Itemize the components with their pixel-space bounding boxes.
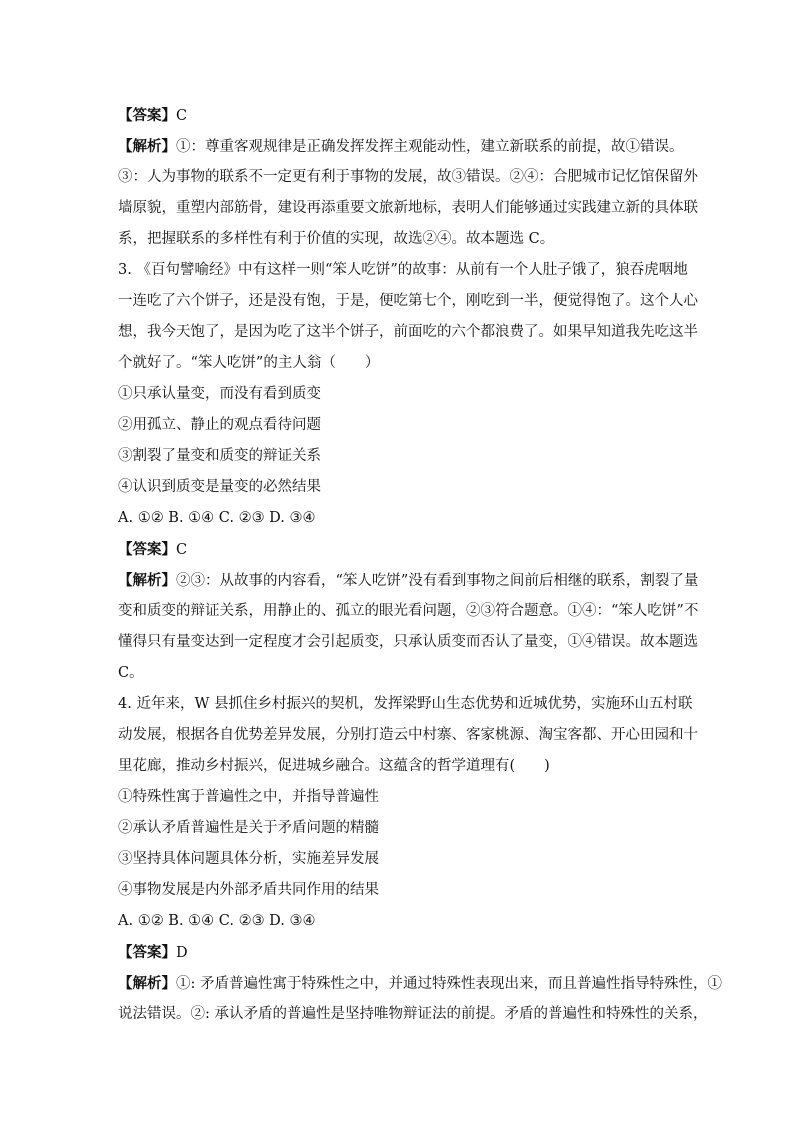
answer-line: [118, 100, 680, 131]
question-stem-line: 一连吃了六个饼子，还是没有饱，于是，便吃第七个，刚吃到一半，便觉得饱了。这个人心: [118, 293, 698, 309]
question-stem-line: 里花廊，推动乡村振兴，促进城乡融合。这蕴含的哲学道理有( ): [118, 758, 550, 774]
analysis-line: C。: [118, 665, 144, 681]
question-choices: A. ①② B. ①④ C. ②③ D. ③④: [118, 913, 316, 929]
analysis-line: [118, 131, 684, 162]
question-option: ①只承认量变，而没有看到质变: [118, 386, 321, 402]
analysis-line: [118, 565, 699, 596]
analysis-line: 墙原貌，重塑内部筋骨，建设再添重要文旅新地标，表明人们能够通过实践建立新的具体联: [118, 200, 698, 216]
analysis-text: ②③：从故事的内容看，“笨人吃饼”没有看到事物之间前后相继的联系，割裂了量: [176, 573, 699, 589]
answer-line: [118, 937, 680, 968]
analysis-line: 变和质变的辩证关系，用静止的、孤立的眼光看问题，②③符合题意。①④：“笨人吃饼”不: [118, 603, 699, 619]
question-choices: A. ①② B. ①④ C. ②③ D. ③④: [118, 510, 316, 526]
analysis-line: 说法错误。②: 承认矛盾的普遍性是坚持唯物辩证法的前提。矛盾的普遍性和特殊性的关系，: [118, 1006, 708, 1022]
question-option: ②承认矛盾普遍性是关于矛盾问题的精髓: [118, 820, 379, 836]
question-option: ②用孤立、静止的观点看待问题: [118, 417, 321, 433]
analysis-line: 懂得只有量变达到一定程度才会引起质变，只承认质变而否认了量变，①④错误。故本题选: [118, 634, 698, 650]
question-stem-line: 动发展，根据各自优势差异发展，分别打造云中村寨、客家桃源、淘宝客都、开心田园和十: [118, 727, 698, 743]
question-option: ③割裂了量变和质变的辩证关系: [118, 448, 321, 464]
analysis-line: 系，把握联系的多样性有利于价值的实现，故选②④。故本题选 C。: [118, 231, 555, 247]
question-option: ④事物发展是内外部矛盾共同作用的结果: [118, 882, 379, 898]
analysis-tag: 【解析】: [118, 138, 176, 155]
analysis-line: [118, 968, 722, 999]
answer-value: C: [176, 542, 188, 558]
analysis-tag: 【解析】: [118, 975, 176, 992]
analysis-text: ①: 矛盾普遍性寓于特殊性之中，并通过特殊性表现出来，而且普遍性指导特殊性，①: [176, 976, 722, 992]
question-option: ①特殊性寓于普遍性之中，并指导普遍性: [118, 789, 379, 805]
answer-line: [118, 534, 680, 565]
question-stem-line: 4. 近年来，W 县抓住乡村振兴的契机，发挥梁野山生态优势和近城优势，实施环山五村联: [118, 696, 693, 712]
analysis-line: ③：人为事物的联系不一定更有利于事物的发展，故③错误。②④：合肥城市记忆馆保留外: [118, 169, 698, 185]
analysis-text: ①：尊重客观规律是正确发挥发挥主观能动性，建立新联系的前提，故①错误。: [176, 139, 684, 155]
answer-tag: 【答案】: [118, 541, 176, 558]
question-option: ④认识到质变是量变的必然结果: [118, 479, 321, 495]
question-stem-line: 个就好了。“笨人吃饼”的主人翁（ ）: [118, 355, 380, 371]
question-stem-line: 想，我今天饱了，是因为吃了这半个饼子，前面吃的六个都浪费了。如果早知道我先吃这半: [118, 324, 698, 340]
question-option: ③坚持具体问题具体分析，实施差异发展: [118, 851, 379, 867]
analysis-tag: 【解析】: [118, 572, 176, 589]
answer-value: C: [176, 108, 188, 124]
question-stem-line: 3. 《百句譬喻经》中有这样一则“笨人吃饼”的故事：从前有一个人肚子饿了，狼吞虎咽地: [118, 262, 688, 278]
document-body: [118, 100, 722, 1030]
answer-value: D: [176, 945, 188, 961]
answer-tag: 【答案】: [118, 107, 176, 124]
answer-tag: 【答案】: [118, 944, 176, 961]
